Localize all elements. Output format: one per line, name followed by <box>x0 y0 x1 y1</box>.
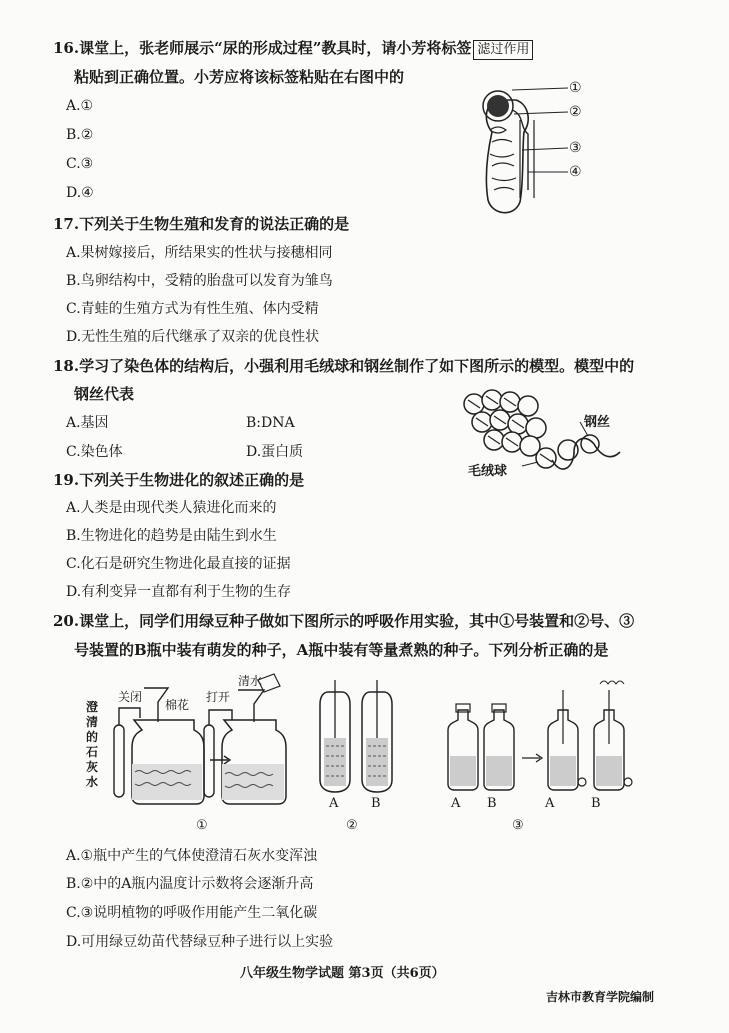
q16-option-d: D.④ <box>66 185 94 201</box>
q19-option-b: B.生物进化的趋势是由陆生到水生 <box>66 528 277 544</box>
fig2-number: ② <box>346 818 358 833</box>
q18-option-a: A.基因 <box>66 415 109 431</box>
q18-option-b: B:DNA <box>246 415 295 431</box>
page-footer: 八年级生物学试题 第3页（共6页） <box>240 966 445 981</box>
q20-option-d: D.可用绿豆幼苗代替绿豆种子进行以上实验 <box>66 934 334 950</box>
q18-option-c: C.染色体 <box>66 444 123 460</box>
q20-option-c: C.③说明植物的呼吸作用能产生二氧化碳 <box>66 905 318 921</box>
fig2-label-a: A <box>329 796 339 811</box>
fig1-number: ① <box>196 818 208 833</box>
q16-tag-label: 滤过作用 <box>473 40 533 60</box>
q18-wire-label: 钢丝 <box>584 415 611 430</box>
fig3-label-a-after: A <box>545 796 555 811</box>
q19-option-d: D.有利变异一直都有利于生物的生存 <box>66 584 292 600</box>
fig1-water-label: 清水 <box>238 674 263 688</box>
q16-option-a: A.① <box>66 98 94 114</box>
q18-stem-line2: 钢丝代表 <box>74 385 135 403</box>
q20-stem-line1: 20.课堂上，同学们用绿豆种子做如下图所示的呼吸作用实验，其中①号装置和②号、③ <box>53 612 635 630</box>
q18-ball-label: 毛绒球 <box>468 464 508 479</box>
q19-option-c: C.化石是研究生物进化最直接的证据 <box>66 556 291 572</box>
q20-option-a: A.①瓶中产生的气体使澄清石灰水变浑浊 <box>66 848 318 864</box>
q17-option-b: B.鸟卵结构中，受精的胎盘可以发育为雏鸟 <box>66 273 333 289</box>
fig1-closed-label: 关闭 <box>118 690 143 704</box>
q16-mark-2: ② <box>569 104 582 120</box>
q16-mark-4: ④ <box>569 164 582 180</box>
publisher-credit: 吉林市教育学院编制 <box>546 990 655 1004</box>
q16-stem-line2: 粘贴到正确位置。小芳应将该标签粘贴在右图中的 <box>74 68 405 86</box>
fig3-label-b-after: B <box>591 796 601 811</box>
fig1-limewater-label: 澄清的石灰水 <box>86 700 99 789</box>
fig1-open-label: 打开 <box>206 690 231 704</box>
q18-option-d: D.蛋白质 <box>246 444 304 460</box>
q16-mark-3: ③ <box>569 140 582 156</box>
q16-option-b: B.② <box>66 127 94 143</box>
q17-stem: 17.下列关于生物生殖和发育的说法正确的是 <box>53 215 350 233</box>
experiment-3-figure <box>440 700 650 796</box>
q16-stem-line1: 16.课堂上，张老师展示“尿的形成过程”教具时，请小芳将标签 滤过作用 <box>53 38 533 60</box>
experiment-2-figure <box>312 680 402 796</box>
q18-stem-line1: 18.学习了染色体的结构后，小强利用毛绒球和钢丝制作了如下图所示的模型。模型中的 <box>53 357 635 375</box>
q16-mark-1: ① <box>569 80 582 96</box>
q19-stem: 19.下列关于生物进化的叙述正确的是 <box>53 471 305 489</box>
q16-option-c: C.③ <box>66 156 94 172</box>
q17-option-a: A.果树嫁接后，所结果实的性状与接穗相同 <box>66 245 333 261</box>
fig1-cotton-label: 棉花 <box>165 698 190 712</box>
q20-stem-line2: 号装置的B瓶中装有萌发的种子，A瓶中装有等量煮熟的种子。下列分析正确的是 <box>74 641 609 659</box>
fig2-label-b: B <box>371 796 381 811</box>
fig3-label-b-before: B <box>487 796 497 811</box>
fig3-label-a-before: A <box>451 796 461 811</box>
q20-option-b: B.②中的A瓶内温度计示数将会逐渐升高 <box>66 876 314 892</box>
fig3-number: ③ <box>512 818 524 833</box>
q17-option-c: C.青蛙的生殖方式为有性生殖、体内受精 <box>66 301 319 317</box>
experiment-1-figure <box>100 680 290 810</box>
q17-option-d: D.无性生殖的后代继承了双亲的优良性状 <box>66 329 320 345</box>
q19-option-a: A.人类是由现代类人猿进化而来的 <box>66 500 277 516</box>
